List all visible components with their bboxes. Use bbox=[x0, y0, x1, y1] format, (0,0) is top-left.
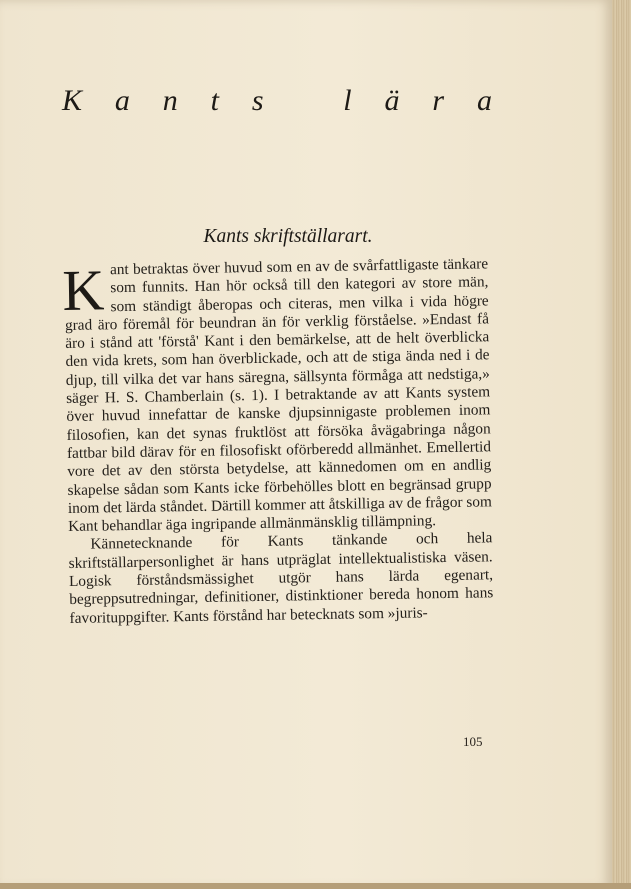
chapter-title-letter: a bbox=[476, 84, 492, 117]
chapter-title-letter: K bbox=[62, 84, 83, 117]
chapter-title-letter: n bbox=[162, 84, 178, 117]
chapter-title-letter: ä bbox=[384, 84, 400, 117]
drop-cap: K bbox=[61, 257, 105, 324]
chapter-title-letter: s bbox=[251, 84, 264, 117]
paragraph: Kännetecknande för Kants tänkande och hela skriftställarpersonlighet är hans utpräglat intellektualistiska väsen. Logisk förståndsmässighet utgör hans lärda egenart, begreppsutredningar, definitioner, distinktioner bereda honom hans favorituppgifter. Kants förstånd har betecknats som »juris- bbox=[68, 529, 494, 627]
body-text bbox=[61, 255, 494, 628]
paragraph-text: ant betraktas över huvud som en av de svårfattligaste tänkare som funnits. Han hör också till den kategori av store män, som ständigt åberopas och citeras, men vilka i vida högre grad äro föremål för beundran än för verklig förståelse. »Endast få äro i stånd att 'förstå' Kant i den bemärkelse, att de helt överblicka den vida krets, som han överblickade, och att de stiga ända ned i de djup, till vilka det var hans säregna, sällsynta förmåga att nedstiga,» säger H. S. Chamberlain (s. 1). I betraktande av att Kants system över huvud innefattar de kanske djupsinnigaste problemen inom filosofien, kan det synas fruktlöst att försöka åvägabringa någon fattbar bild därav för en filosofiskt oförberedd allmänhet. Emellertid vore det av den största betydelse, att kännedomen om en andlig skapelse sådan som Kants icke förbehölles blott en begränsad grupp inom det lärda ståndet. Därtill kommer att åtskilliga av de frågor som Kant behandlar äga ingripande allmänmänsklig tillämpning. bbox=[64, 255, 492, 536]
paragraph bbox=[61, 255, 492, 536]
page-bottom-edge bbox=[0, 883, 631, 889]
word-gap bbox=[296, 84, 310, 118]
chapter-title-letter: t bbox=[210, 84, 219, 117]
section-heading-text: Kants skriftställarart. bbox=[203, 226, 373, 247]
chapter-title-letter: l bbox=[343, 84, 352, 117]
chapter-title-letter: r bbox=[432, 84, 445, 117]
section-heading bbox=[0, 226, 612, 248]
page-stack-edge bbox=[612, 0, 631, 889]
chapter-title-letter: a bbox=[114, 84, 130, 117]
chapter-title bbox=[62, 84, 492, 118]
page-number: 105 bbox=[463, 734, 483, 749]
